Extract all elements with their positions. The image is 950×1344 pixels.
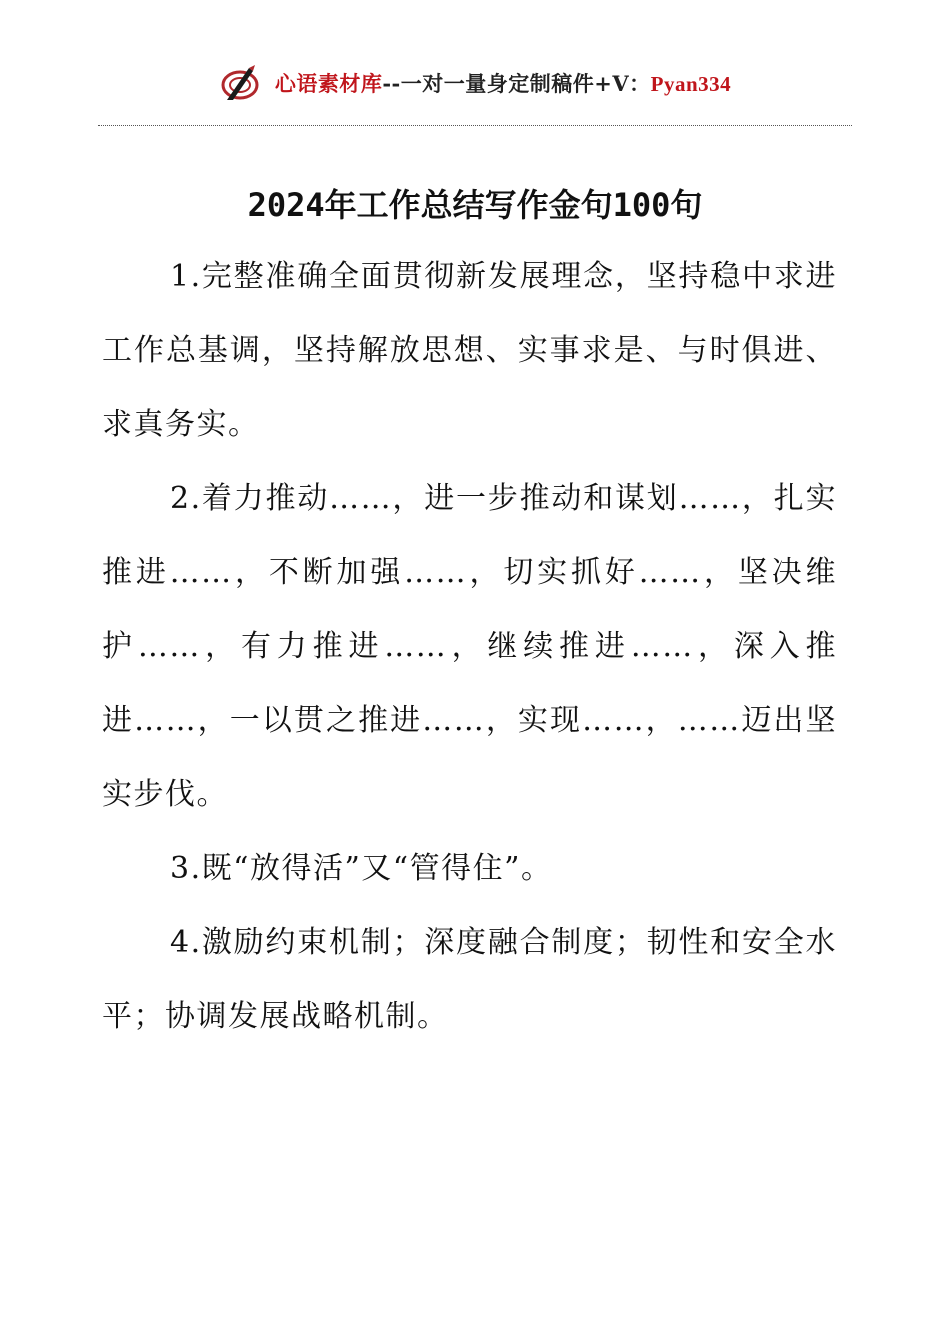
brand-name: 心语素材库 (274, 71, 383, 96)
document-title: 2024年工作总结写作金句100句 (247, 186, 703, 224)
page-header (0, 58, 950, 108)
document-body (102, 240, 837, 1054)
paragraph-2: 2.着力推动……，进一步推动和谋划……，扎实推进……，不断加强……，切实抓好……，坚决维护……，有力推进……，继续推进……，深入推进……，一以贯之推进……，实现……，……迈出坚实步伐。 (102, 481, 837, 812)
paragraph-1: 1.完整准确全面贯彻新发展理念，坚持稳中求进工作总基调，坚持解放思想、实事求是、与时俱进、求真务实。 (102, 259, 837, 442)
header-text (275, 68, 731, 98)
paragraph-4: 4.激励约束机制；深度融合制度；韧性和安全水平；协调发展战略机制。 (102, 925, 837, 1034)
paragraph-3: 3.既“放得活”又“管得住”。 (170, 851, 553, 886)
contact-id: Pyan334 (650, 72, 732, 96)
quill-pen-logo-icon (219, 62, 261, 104)
header-tagline: --一对一量身定制稿件+V： (382, 71, 651, 96)
header-divider (98, 125, 852, 126)
header-inner (219, 62, 731, 104)
